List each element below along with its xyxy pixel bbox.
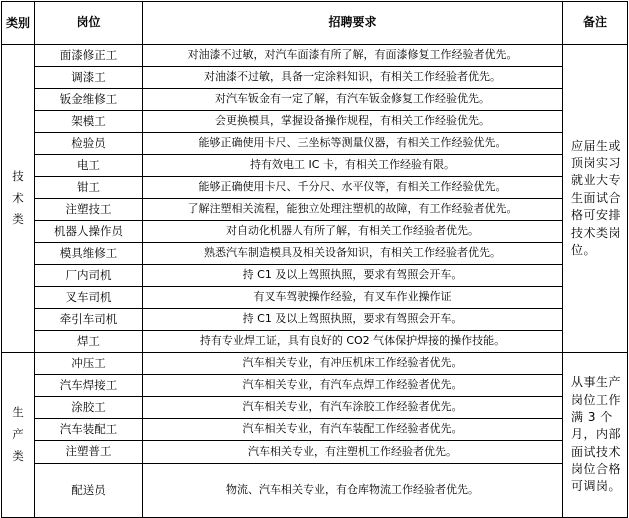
table-row — [2, 243, 628, 265]
requirement-cell: 持 C1 及以上驾照执照，要求有驾照会开车。 — [143, 265, 563, 287]
table-row — [2, 177, 628, 199]
table-row — [2, 464, 628, 518]
position-cell: 架模工 — [35, 111, 143, 133]
requirement-cell: 能够正确使用卡尺、千分尺、水平仪等，有相关工作经验优先。 — [143, 177, 563, 199]
requirement-cell: 汽车相关专业，有汽车点焊工作经验者优先。 — [143, 375, 563, 397]
position-cell: 冲压工 — [35, 353, 143, 375]
requirement-cell: 汽车相关专业，有汽车装配工作经验者优先。 — [143, 419, 563, 441]
table-row — [2, 111, 628, 133]
position-cell: 注塑技工 — [35, 199, 143, 221]
table-row — [2, 375, 628, 397]
table-row — [2, 155, 628, 177]
position-cell: 模具维修工 — [35, 243, 143, 265]
requirement-cell: 有叉车驾驶操作经验，有叉车作业操作证 — [143, 287, 563, 309]
position-cell: 焊工 — [35, 331, 143, 353]
table-row — [2, 89, 628, 111]
position-cell: 注塑普工 — [35, 441, 143, 464]
table-row — [2, 397, 628, 419]
table-row — [2, 45, 628, 67]
position-cell: 面漆修正工 — [35, 45, 143, 67]
header-note: 备注 — [563, 2, 628, 45]
header-row — [2, 2, 628, 45]
requirement-cell: 持 C1 及以上驾照执照，要求有驾照会开车。 — [143, 309, 563, 331]
position-cell: 厂内司机 — [35, 265, 143, 287]
position-cell: 叉车司机 — [35, 287, 143, 309]
requirement-cell: 了解注塑相关流程，能独立处理注塑机的故障，有工作经验者优先。 — [143, 199, 563, 221]
requirement-cell: 汽车相关专业，有冲压机床工作经验者优先。 — [143, 353, 563, 375]
position-cell: 配送员 — [35, 464, 143, 518]
position-cell: 电工 — [35, 155, 143, 177]
table-row — [2, 287, 628, 309]
header-category: 类别 — [2, 2, 35, 45]
position-cell: 检验员 — [35, 133, 143, 155]
position-cell: 钳工 — [35, 177, 143, 199]
table-row — [2, 419, 628, 441]
requirement-cell: 对油漆不过敏，具备一定涂料知识，有相关工作经验者优先。 — [143, 67, 563, 89]
category-tech: 技术类 — [2, 45, 35, 353]
category-production: 生产类 — [2, 353, 35, 518]
table-row — [2, 441, 628, 464]
position-cell: 钣金维修工 — [35, 89, 143, 111]
position-cell: 机器人操作员 — [35, 221, 143, 243]
position-cell: 汽车焊接工 — [35, 375, 143, 397]
table-row — [2, 309, 628, 331]
table-row — [2, 133, 628, 155]
header-position: 岗位 — [35, 2, 143, 45]
position-cell: 调漆工 — [35, 67, 143, 89]
table-row — [2, 265, 628, 287]
requirement-cell: 对自动化机器人有所了解，有相关工作经验者优先。 — [143, 221, 563, 243]
requirement-cell: 持有效电工 IC 卡，有相关工作经验有限。 — [143, 155, 563, 177]
requirement-cell: 熟悉汽车制造模具及相关设备知识，有相关工作经验者优先。 — [143, 243, 563, 265]
table-row — [2, 353, 628, 375]
requirement-cell: 物流、汽车相关专业，有仓库物流工作经验者优先。 — [143, 464, 563, 518]
requirement-cell: 对油漆不过敏，对汽车面漆有所了解，有面漆修复工作经验者优先。 — [143, 45, 563, 67]
note-production: 从事生产岗位工作满 3 个月，内部面试技术岗位合格可调岗。 — [563, 353, 628, 518]
requirement-cell: 持有专业焊工证，具有良好的 CO2 气体保护焊接的操作技能。 — [143, 331, 563, 353]
requirement-cell: 能够正确使用卡尺、三坐标等测量仪器，有相关工作经验优先。 — [143, 133, 563, 155]
requirement-cell: 对汽车钣金有一定了解，有汽车钣金修复工作经验优先。 — [143, 89, 563, 111]
position-cell: 汽车装配工 — [35, 419, 143, 441]
requirement-cell: 汽车相关专业，有汽车涂胶工作经验者优先。 — [143, 397, 563, 419]
table-row — [2, 221, 628, 243]
position-cell: 涂胶工 — [35, 397, 143, 419]
note-tech: 应届生或顶岗实习就业大专生面试合格可安排技术类岗位。 — [563, 45, 628, 353]
requirement-cell: 汽车相关专业，有注塑机工作经验者优先。 — [143, 441, 563, 464]
table-row — [2, 331, 628, 353]
recruitment-table — [1, 1, 628, 518]
requirement-cell: 会更换模具，掌握设备操作规程，有相关工作经验优先。 — [143, 111, 563, 133]
header-requirement: 招聘要求 — [143, 2, 563, 45]
table-row — [2, 199, 628, 221]
position-cell: 牵引车司机 — [35, 309, 143, 331]
table-row — [2, 67, 628, 89]
